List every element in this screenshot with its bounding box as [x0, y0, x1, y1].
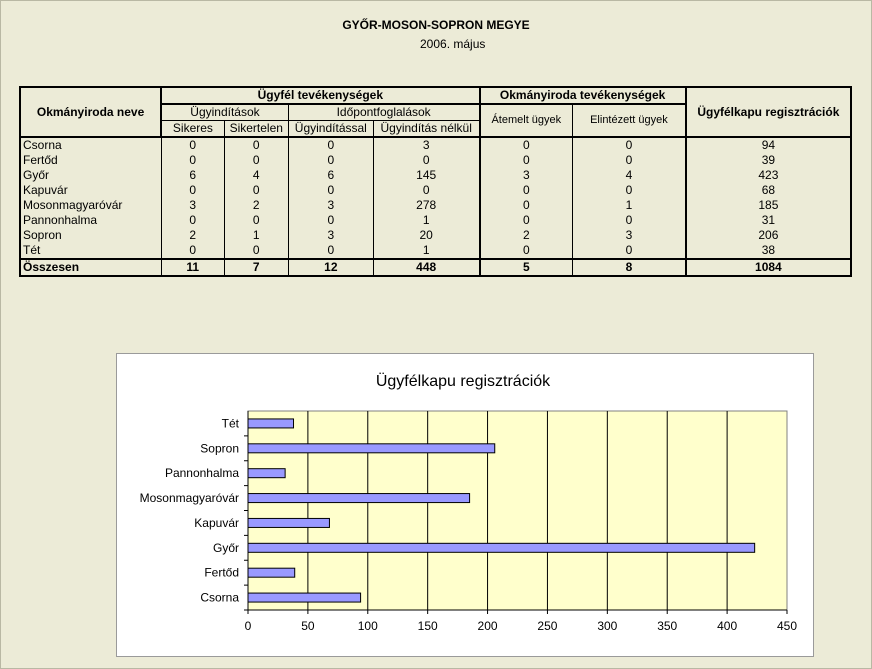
chart-title: Ügyfélkapu regisztrációk — [375, 373, 551, 390]
cell-total: 11 — [161, 259, 224, 276]
cell-office: Sopron — [20, 228, 161, 243]
cell-value: 0 — [373, 183, 479, 198]
cell-value: 0 — [161, 153, 224, 168]
x-tick-label: 300 — [597, 619, 618, 633]
page-title: GYŐR-MOSON-SOPRON MEGYE — [342, 18, 530, 32]
cell-value: 0 — [224, 243, 288, 259]
header-without-init: Ügyindítás nélkül — [373, 121, 479, 138]
cell-value: 1 — [373, 213, 479, 228]
table-row — [20, 153, 851, 168]
x-tick-label: 250 — [537, 619, 558, 633]
cell-value: 0 — [480, 153, 573, 168]
x-tick-label: 100 — [357, 619, 378, 633]
cell-value: 3 — [373, 137, 479, 153]
cell-value: 94 — [686, 137, 851, 153]
cell-total: 448 — [373, 259, 479, 276]
cell-value: 0 — [573, 183, 686, 198]
cell-value: 2 — [480, 228, 573, 243]
cell-office: Kapuvár — [20, 183, 161, 198]
y-tick-label: Csorna — [200, 590, 239, 605]
x-tick-label: 350 — [657, 619, 678, 633]
y-tick-label: Pannonhalma — [164, 466, 239, 481]
table-row — [20, 228, 851, 243]
header-initiations: Ügyindítások — [161, 104, 288, 121]
table-row — [20, 198, 851, 213]
table-row — [20, 137, 851, 153]
table-row — [20, 168, 851, 183]
y-tick-label: Mosonmagyaróvár — [139, 491, 239, 506]
cell-total: 7 — [224, 259, 288, 276]
cell-value: 0 — [224, 137, 288, 153]
cell-office: Tét — [20, 243, 161, 259]
bar — [248, 518, 329, 527]
cell-value: 0 — [480, 243, 573, 259]
table-row — [20, 243, 851, 259]
cell-value: 3 — [573, 228, 686, 243]
cell-value: 0 — [480, 213, 573, 228]
stats-table — [19, 86, 852, 277]
x-tick-label: 450 — [776, 619, 798, 633]
cell-total: 12 — [288, 259, 373, 276]
cell-value: 3 — [161, 198, 224, 213]
cell-office: Csorna — [20, 137, 161, 153]
cell-value: 6 — [161, 168, 224, 183]
header-transferred: Átemelt ügyek — [480, 104, 573, 137]
header-appointments: Időpontfoglalások — [288, 104, 479, 121]
bar — [248, 444, 495, 453]
header-processed: Elintézett ügyek — [573, 104, 686, 137]
x-tick-label: 400 — [717, 619, 738, 633]
cell-value: 0 — [573, 137, 686, 153]
cell-value: 0 — [573, 213, 686, 228]
table-row — [20, 183, 851, 198]
cell-value: 3 — [288, 198, 373, 213]
cell-value: 31 — [686, 213, 851, 228]
cell-value: 0 — [288, 137, 373, 153]
cell-value: 0 — [480, 198, 573, 213]
cell-value: 2 — [224, 198, 288, 213]
header-office-name: Okmányiroda neve — [20, 87, 161, 137]
bar-chart — [117, 354, 813, 656]
header-successful: Sikeres — [161, 121, 224, 138]
cell-office: Fertőd — [20, 153, 161, 168]
bar — [248, 419, 294, 428]
x-tick-label: 150 — [417, 619, 438, 633]
cell-value: 3 — [480, 168, 573, 183]
header-client-activities: Ügyfél tevékenységek — [161, 87, 479, 104]
bar — [248, 494, 470, 503]
cell-value: 0 — [161, 183, 224, 198]
bar — [248, 469, 285, 478]
cell-value: 0 — [224, 183, 288, 198]
cell-value: 278 — [373, 198, 479, 213]
cell-value: 0 — [480, 137, 573, 153]
cell-value: 206 — [686, 228, 851, 243]
cell-value: 0 — [288, 243, 373, 259]
cell-office: Mosonmagyaróvár — [20, 198, 161, 213]
cell-value: 0 — [573, 243, 686, 259]
cell-total: 1084 — [686, 259, 851, 276]
table-row — [20, 213, 851, 228]
page-subtitle: 2006. május — [420, 37, 486, 51]
cell-value: 1 — [373, 243, 479, 259]
cell-value: 0 — [288, 213, 373, 228]
header-failed: Sikertelen — [224, 121, 288, 138]
bar — [248, 543, 755, 552]
cell-total: 5 — [480, 259, 573, 276]
cell-value: 0 — [573, 153, 686, 168]
cell-value: 0 — [373, 153, 479, 168]
cell-value: 0 — [288, 153, 373, 168]
cell-value: 145 — [373, 168, 479, 183]
cell-value: 0 — [161, 137, 224, 153]
cell-value: 2 — [161, 228, 224, 243]
cell-value: 0 — [161, 213, 224, 228]
cell-total: 8 — [573, 259, 686, 276]
x-tick-label: 50 — [301, 619, 315, 633]
cell-value: 0 — [224, 213, 288, 228]
bar — [248, 568, 295, 577]
x-tick-label: 200 — [477, 619, 498, 633]
cell-value: 1 — [573, 198, 686, 213]
y-tick-label: Tét — [221, 416, 239, 431]
total-row — [20, 259, 851, 276]
cell-value: 0 — [161, 243, 224, 259]
plot-background — [248, 411, 787, 610]
header-registrations: Ügyfélkapu regisztrációk — [686, 87, 851, 137]
cell-value: 185 — [686, 198, 851, 213]
x-tick-label: 0 — [244, 619, 252, 633]
cell-value: 4 — [224, 168, 288, 183]
y-tick-label: Sopron — [200, 441, 239, 456]
y-tick-label: Győr — [212, 540, 239, 555]
cell-value: 38 — [686, 243, 851, 259]
cell-value: 39 — [686, 153, 851, 168]
cell-value: 3 — [288, 228, 373, 243]
y-tick-label: Fertőd — [204, 565, 239, 580]
cell-value: 20 — [373, 228, 479, 243]
cell-value: 0 — [288, 183, 373, 198]
header-office-activities: Okmányiroda tevékenységek — [480, 87, 686, 104]
cell-office: Pannonhalma — [20, 213, 161, 228]
cell-value: 1 — [224, 228, 288, 243]
cell-value: 4 — [573, 168, 686, 183]
cell-value: 68 — [686, 183, 851, 198]
header-with-init: Ügyindítással — [288, 121, 373, 138]
cell-total-label: Összesen — [20, 259, 161, 276]
cell-value: 0 — [480, 183, 573, 198]
bar — [248, 593, 361, 602]
cell-office: Győr — [20, 168, 161, 183]
cell-value: 6 — [288, 168, 373, 183]
chart-area — [116, 353, 814, 657]
cell-value: 423 — [686, 168, 851, 183]
y-tick-label: Kapuvár — [194, 515, 239, 530]
cell-value: 0 — [224, 153, 288, 168]
